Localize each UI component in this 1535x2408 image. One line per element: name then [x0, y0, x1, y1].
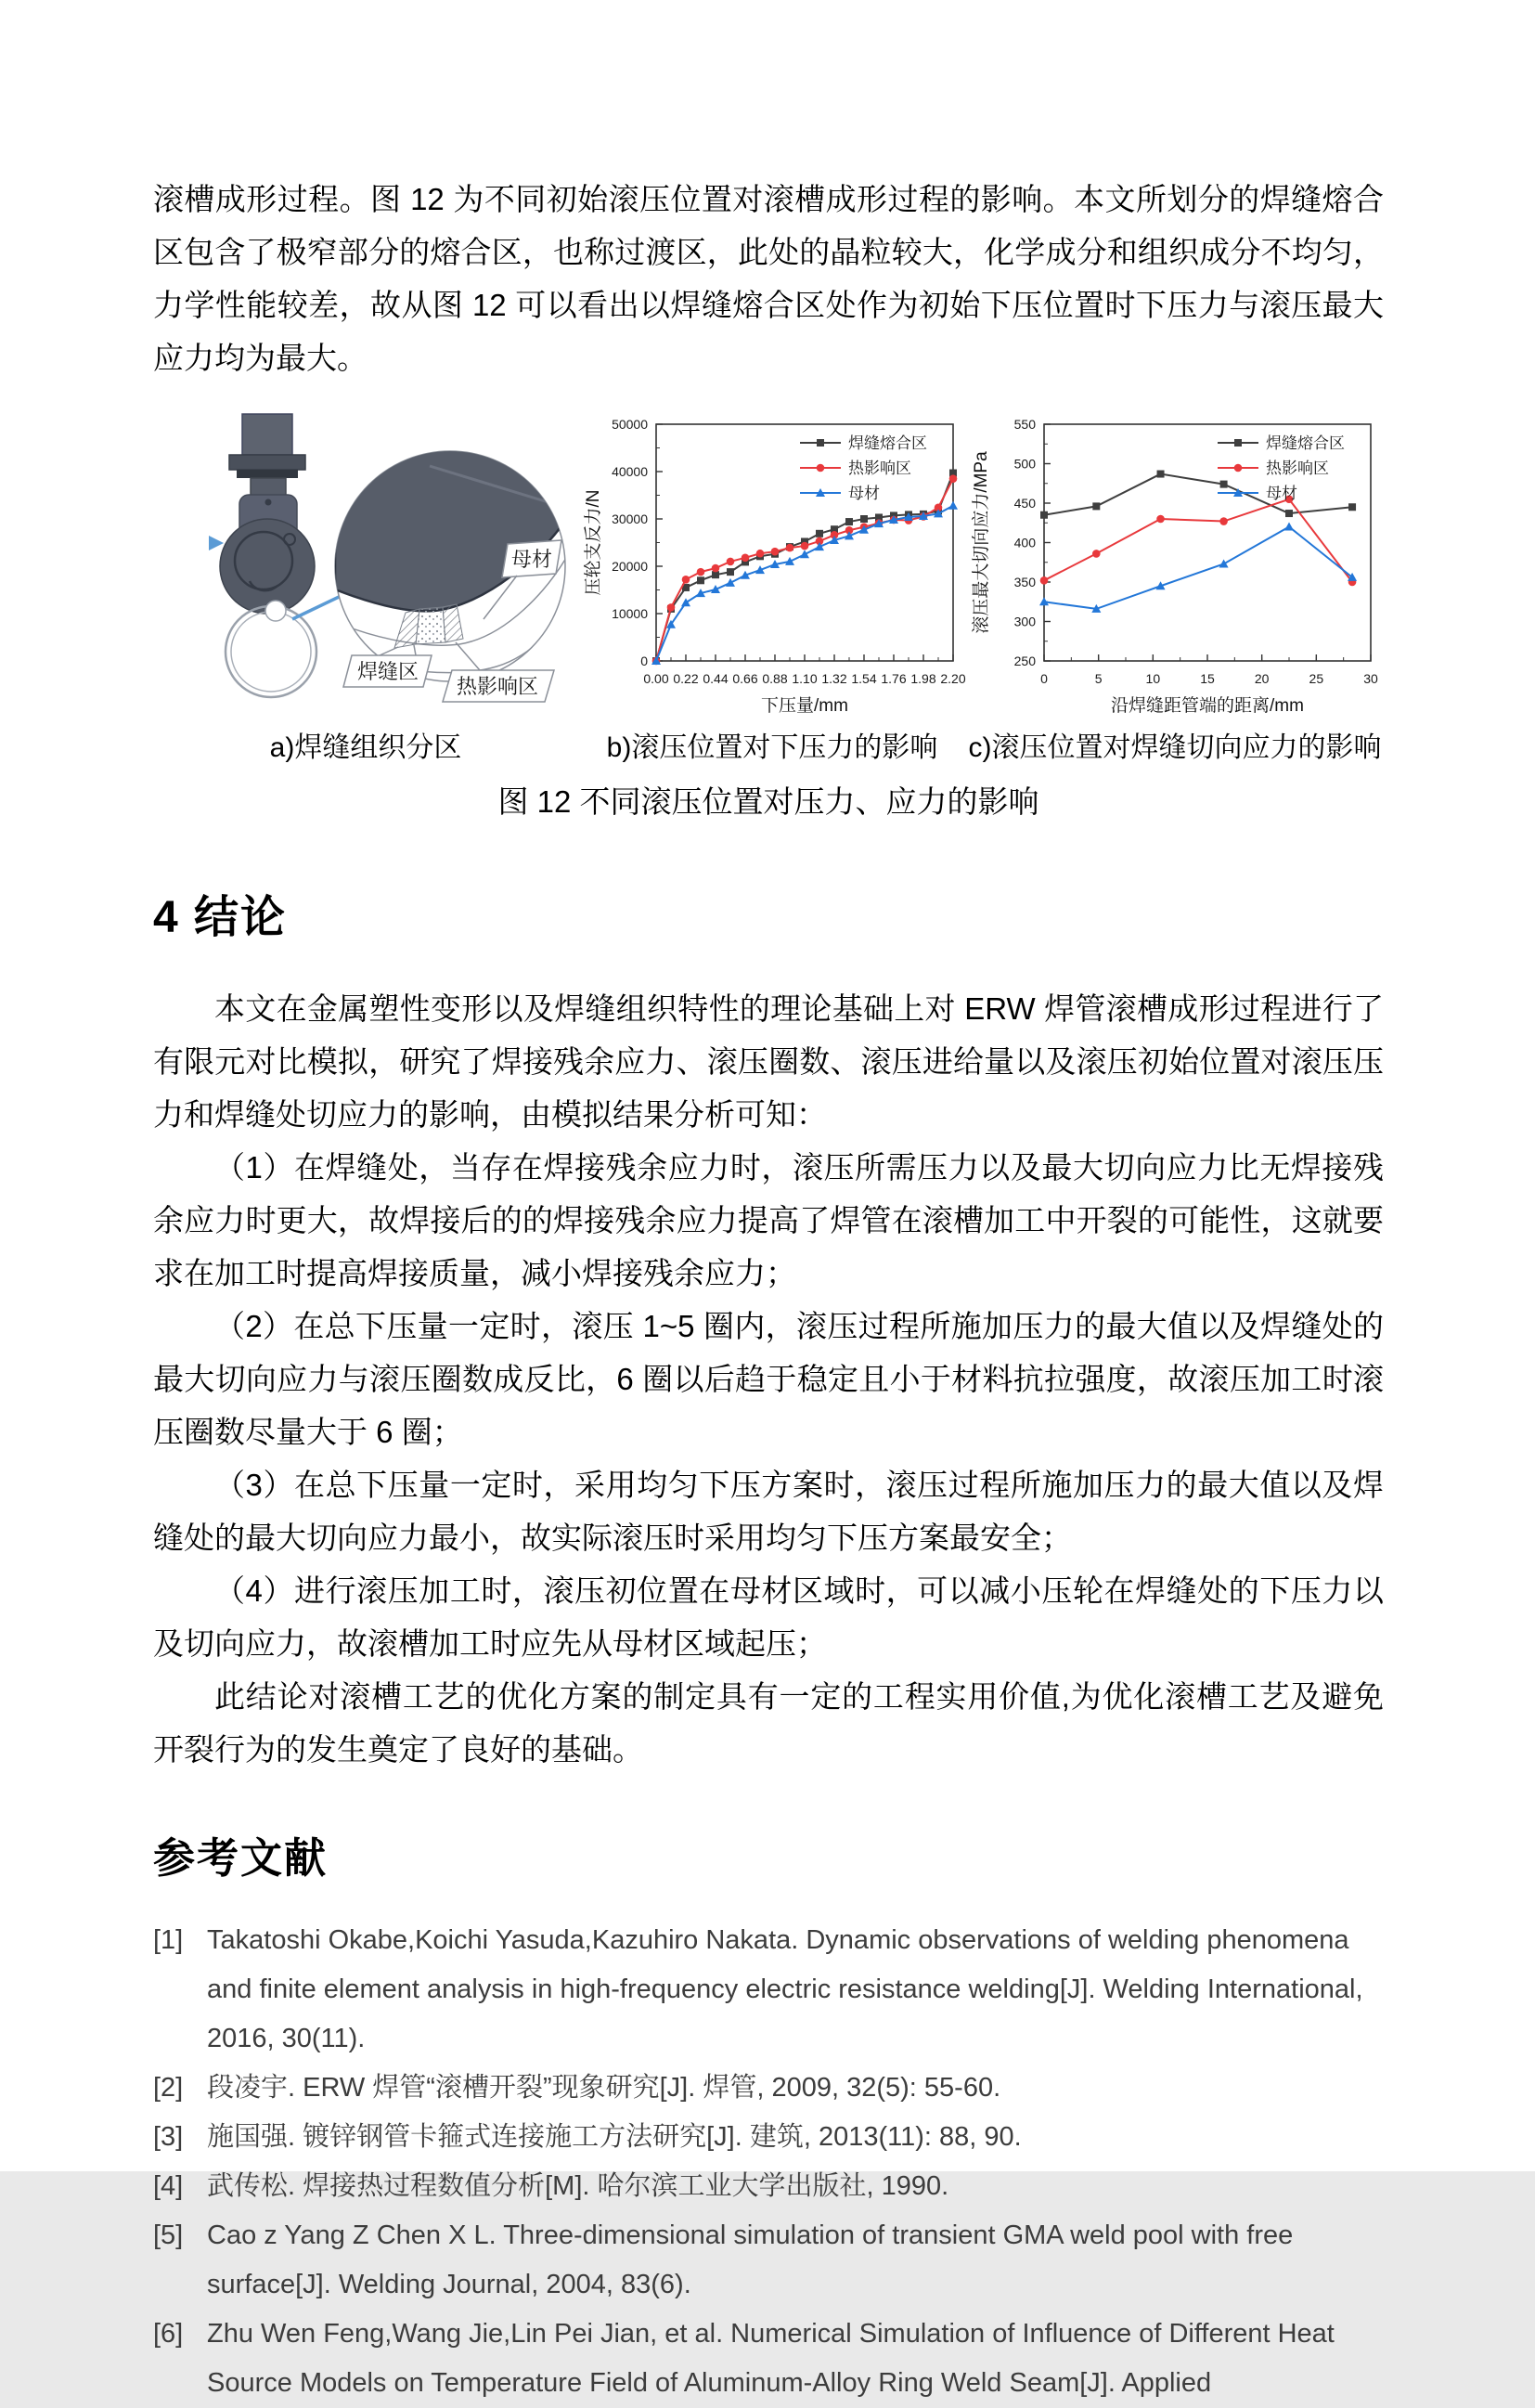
- svg-text:25: 25: [1309, 671, 1324, 686]
- reference-marker: [3]: [153, 2122, 184, 2152]
- reference-item: [153, 2211, 1384, 2310]
- svg-text:30000: 30000: [612, 511, 648, 526]
- svg-text:1.54: 1.54: [851, 671, 877, 686]
- conclusion-paragraph: 本文在金属塑性变形以及焊缝组织特性的理论基础上对 ERW 焊管滚槽成形过程进行了有限元对比模拟，研究了焊接残余应力、滚压圈数、滚压进给量以及滚压初始位置对滚压压力和焊缝处切应力的影响，由模拟结果分析可知：: [153, 991, 1384, 1132]
- svg-text:5: 5: [1094, 671, 1103, 686]
- reference-item: [153, 1916, 1384, 2064]
- reference-text: 施国强. 镀锌钢管卡箍式连接施工方法研究[J]. 建筑, 2013(11): 88, 90.: [207, 2122, 1022, 2152]
- svg-text:压轮支反力/N: 压轮支反力/N: [584, 489, 603, 596]
- svg-text:400: 400: [1013, 535, 1036, 550]
- reference-marker: [6]: [153, 2319, 184, 2349]
- svg-text:1.32: 1.32: [821, 671, 847, 686]
- weld-zone-diagram: [153, 399, 578, 722]
- svg-text:0.44: 0.44: [703, 671, 729, 686]
- reference-item: [153, 2310, 1384, 2408]
- subcaption-a: a)焊缝组织分区: [269, 732, 462, 763]
- svg-text:350: 350: [1013, 575, 1036, 589]
- svg-text:0: 0: [640, 654, 648, 668]
- svg-text:20: 20: [1254, 671, 1270, 686]
- reference-marker: [5]: [153, 2220, 184, 2250]
- subfigure-b: [578, 411, 966, 765]
- svg-text:0.66: 0.66: [732, 671, 758, 686]
- chart-tangential-stress: [966, 411, 1384, 722]
- svg-text:0.88: 0.88: [762, 671, 788, 686]
- references-heading: 参考文献: [153, 1834, 329, 1882]
- reference-item: [153, 2064, 1384, 2113]
- subfigure-a: [153, 399, 578, 765]
- svg-text:0: 0: [1040, 671, 1048, 686]
- svg-text:250: 250: [1013, 654, 1036, 668]
- conclusion-section: [153, 982, 1384, 1776]
- subcaption-c: c)滚压位置对焊缝切向应力的影响: [968, 732, 1382, 763]
- weld-zone-label: 焊缝区: [356, 660, 419, 683]
- haz-label: 热影响区: [456, 675, 539, 698]
- svg-text:母材: 母材: [1266, 485, 1297, 502]
- svg-text:550: 550: [1013, 417, 1036, 432]
- reference-text: Cao z Yang Z Chen X L. Three-dimensional simulation of transient GMA weld pool with free surface[J]. Welding Journal, 2004, 83(6).: [207, 2220, 1294, 2299]
- svg-text:1.98: 1.98: [910, 671, 936, 686]
- conclusion-item-2: （2）在总下压量一定时，滚压 1~5 圈内，滚压过程所施加压力的最大值以及焊缝处的最大切向应力与滚压圈数成反比，6 圈以后趋于稳定且小于材料抗拉强度，故滚压加工时滚压圈数尽量大于 6 圈；: [153, 1309, 1384, 1449]
- svg-text:1.76: 1.76: [881, 671, 907, 686]
- reference-text: 武传松. 焊接热过程数值分析[M]. 哈尔滨工业大学出版社, 1990.: [207, 2171, 949, 2201]
- svg-text:焊缝熔合区: 焊缝熔合区: [1266, 434, 1345, 452]
- svg-text:40000: 40000: [612, 464, 648, 479]
- svg-text:母材: 母材: [848, 485, 880, 502]
- reference-marker: [1]: [153, 1925, 184, 1955]
- svg-text:10: 10: [1145, 671, 1161, 686]
- base-material-label: 母材: [510, 548, 553, 571]
- conclusion-closing: 此结论对滚槽工艺的优化方案的制定具有一定的工程实用价值,为优化滚槽工艺及避免开裂行为的发生奠定了良好的基础。: [153, 1679, 1384, 1767]
- conclusion-item-4: （4）进行滚压加工时，滚压初位置在母材区域时，可以减小压轮在焊缝处的下压力以及切向应力，故滚槽加工时应先从母材区域起压；: [153, 1573, 1384, 1661]
- subcaption-b: b)滚压位置对下压力的影响: [606, 732, 938, 763]
- svg-text:20000: 20000: [612, 559, 648, 574]
- svg-text:30: 30: [1363, 671, 1378, 686]
- reference-marker: [4]: [153, 2171, 184, 2201]
- reference-text: 段凌宇. ERW 焊管“滚槽开裂”现象研究[J]. 焊管, 2009, 32(5): 55-60.: [207, 2073, 1001, 2103]
- figure-12: [153, 399, 1384, 765]
- reference-item: [153, 2113, 1384, 2162]
- svg-text:10000: 10000: [612, 606, 648, 621]
- svg-text:沿焊缝距管端的距离/mm: 沿焊缝距管端的距离/mm: [1111, 696, 1304, 716]
- conclusion-item-1: （1）在焊缝处，当存在焊接残余应力时，滚压所需压力以及最大切向应力比无焊接残余应力时更大，故焊接后的的焊接残余应力提高了焊管在滚槽加工中开裂的可能性，这就要求在加工时提高焊接质量，减小焊接残余应力；: [153, 1150, 1384, 1290]
- svg-text:0.22: 0.22: [673, 671, 699, 686]
- roller-tool-illustration: [220, 414, 315, 614]
- reference-list: [153, 1916, 1384, 2408]
- feed-arrow-icon: [209, 536, 224, 550]
- svg-text:下压量/mm: 下压量/mm: [761, 696, 848, 716]
- figure-caption: 图 12 不同滚压位置对压力、应力的影响: [497, 784, 1039, 819]
- svg-text:1.10: 1.10: [792, 671, 818, 686]
- conclusion-heading: 4 结论: [153, 893, 288, 942]
- intro-paragraph: 滚槽成形过程。图 12 为不同初始滚压位置对滚槽成形过程的影响。本文所划分的焊缝熔合区包含了极窄部分的熔合区，也称过渡区，此处的晶粒较大，化学成分和组织成分不均匀，力学性能较差，故从图 12 可以看出以焊缝熔合区处作为初始下压位置时下压力与滚压最大应力均为最大。: [153, 182, 1384, 375]
- svg-text:500: 500: [1013, 456, 1036, 472]
- svg-text:300: 300: [1013, 614, 1036, 629]
- reference-item: [153, 2162, 1384, 2211]
- svg-text:热影响区: 热影响区: [848, 460, 911, 477]
- svg-text:450: 450: [1013, 496, 1036, 511]
- chart-downforce: [578, 411, 966, 722]
- svg-text:焊缝熔合区: 焊缝熔合区: [848, 434, 927, 452]
- svg-text:0.00: 0.00: [643, 671, 669, 686]
- svg-text:2.20: 2.20: [940, 671, 966, 686]
- svg-text:15: 15: [1200, 671, 1215, 686]
- reference-marker: [2]: [153, 2073, 184, 2103]
- svg-text:50000: 50000: [612, 417, 648, 432]
- reference-text: Takatoshi Okabe,Koichi Yasuda,Kazuhiro Nakata. Dynamic observations of welding phenomena and finite element analysis in high-frequency electric resistance welding[J]. Welding International, 2016, 30(11).: [207, 1925, 1363, 2053]
- reference-text: Zhu Wen Feng,Wang Jie,Lin Pei Jian, et al. Numerical Simulation of Influence of Different Heat Source Models on Temperature Field of Aluminum-Alloy Ring Weld Seam[J]. Applied: [207, 2319, 1335, 2398]
- svg-text:滚压最大切向应力/MPa: 滚压最大切向应力/MPa: [972, 451, 991, 634]
- svg-text:热影响区: 热影响区: [1266, 460, 1329, 477]
- conclusion-item-3: （3）在总下压量一定时，采用均匀下压方案时，滚压过程所施加压力的最大值以及焊缝处的最大切向应力最小，故实际滚压时采用均匀下压方案最安全；: [153, 1468, 1384, 1555]
- subfigure-c: [966, 411, 1384, 765]
